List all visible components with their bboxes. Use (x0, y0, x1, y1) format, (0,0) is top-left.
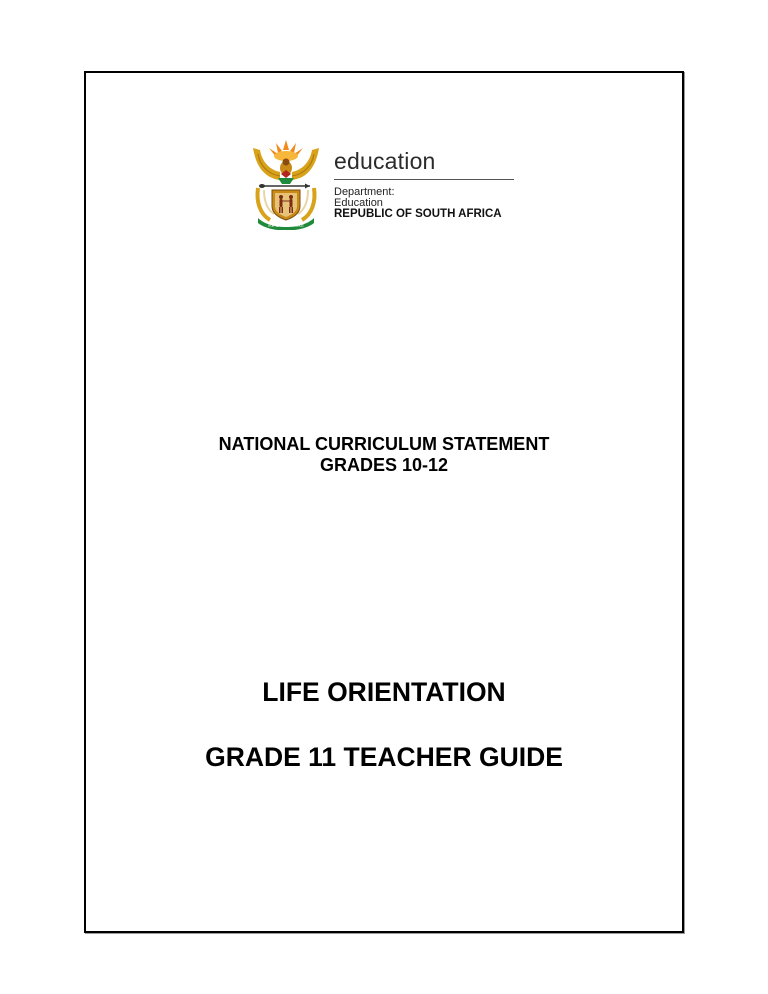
wordmark-divider (334, 179, 514, 180)
department-label: Department: (334, 186, 395, 198)
guide-title: GRADE 11 TEACHER GUIDE (205, 742, 563, 772)
grades-range-heading: GRADES 10-12 (319, 455, 449, 475)
department-logo (250, 138, 520, 230)
motto-text: !KE E: /XARRA //KE (268, 223, 304, 228)
coat-of-arms-icon (250, 138, 322, 230)
education-wordmark: education (334, 148, 436, 174)
country-name: REPUBLIC OF SOUTH AFRICA (334, 208, 502, 220)
department-name: Education (334, 197, 383, 209)
curriculum-statement-heading: NATIONAL CURRICULUM STATEMENT (218, 434, 550, 454)
subject-title: LIFE ORIENTATION (262, 677, 506, 707)
